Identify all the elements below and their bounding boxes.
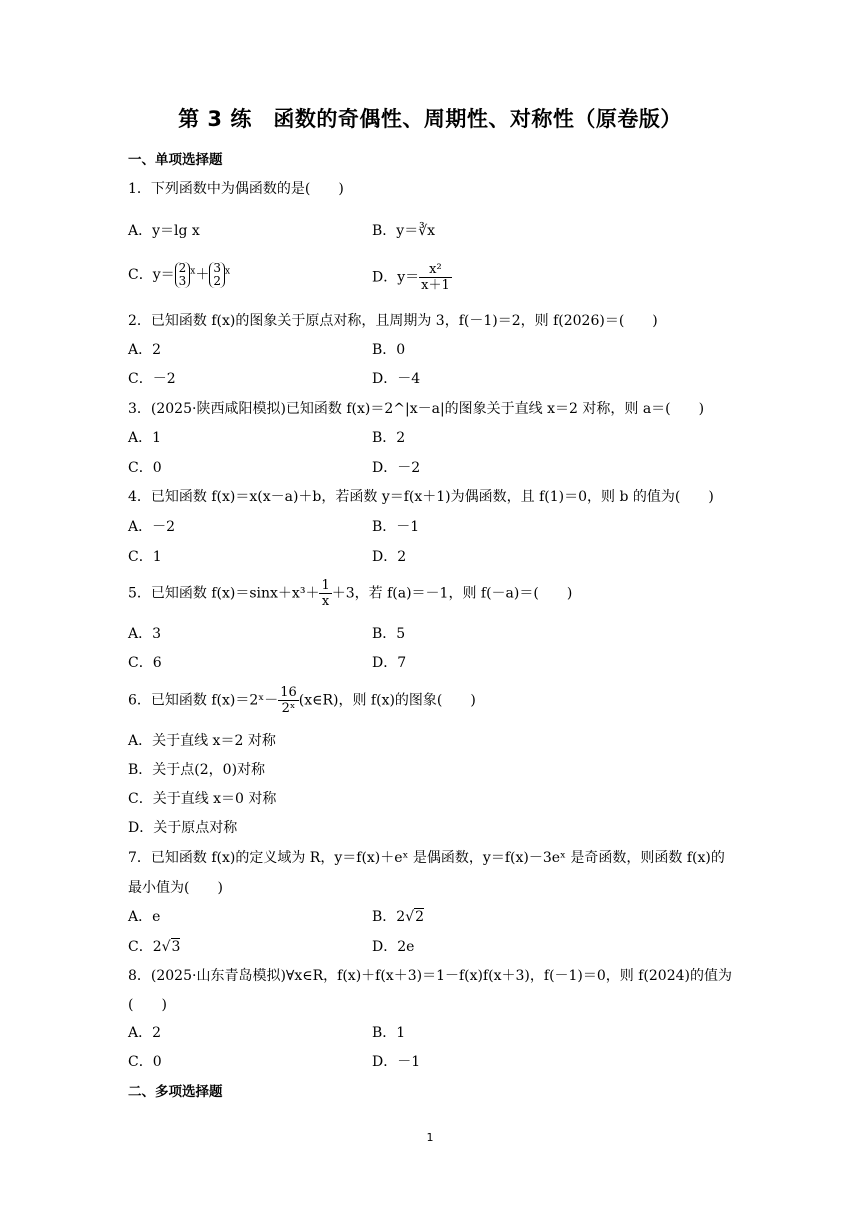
sqrt-symbol: √ xyxy=(161,939,171,955)
fraction-one-over-x: $\frac{1}{x}$ xyxy=(321,578,330,609)
option-d-label: D．y＝ xyxy=(372,269,420,286)
question-1-stem: 1．下列函数中为偶函数的是( ) xyxy=(128,181,344,197)
option-b-label: B．2 xyxy=(372,909,406,925)
option-c-label: C．y＝ xyxy=(128,267,175,283)
fraction-two-thirds: 2 3 xyxy=(175,262,191,288)
question-5-stem-prefix: 5．已知函数 f(x)＝sinx＋x³＋ xyxy=(128,585,320,602)
question-5-option-a: A．3 xyxy=(128,626,162,642)
page-number: 1 xyxy=(426,1131,434,1144)
question-3-option-c: C．0 xyxy=(128,460,162,476)
question-1-option-a: A．y＝lg x xyxy=(128,223,200,239)
page-title: 第 3 练 函数的奇偶性、周期性、对称性（原卷版） xyxy=(178,107,682,131)
question-6-stem-suffix: (x∈R)，则 f(x)的图象( ) xyxy=(298,692,476,709)
fraction-16-over-2x: $\frac{16}{\text{2ˣ}}$ xyxy=(280,685,297,716)
question-7-option-a: A．e xyxy=(128,909,161,925)
question-2-stem: 2．已知函数 f(x)的图象关于原点对称，且周期为 3，f(－1)＝2，则 f(2026)＝( ) xyxy=(128,313,658,329)
question-5-stem-suffix: ＋3，若 f(a)＝－1，则 f(－a)＝( ) xyxy=(331,585,573,602)
question-1-option-b: B．y＝∛x xyxy=(372,223,436,239)
question-3-option-d: D．－2 xyxy=(372,460,421,476)
question-1-option-d xyxy=(372,262,452,293)
question-6-option-d: D．关于原点对称 xyxy=(128,820,238,836)
question-8-stem-line-1: 8．(2025·山东青岛模拟)∀x∈R，f(x)＋f(x＋3)＝1－f(x)f(x＋3)，f(－1)＝0，则 f(2024)的值为 xyxy=(128,968,732,984)
section-heading-single-choice: 一、单项选择题 xyxy=(128,152,223,168)
question-3-stem: 3．(2025·陕西咸阳模拟)已知函数 f(x)＝2^|x－a|的图象关于直线 x＝2 对称，则 a＝( ) xyxy=(128,401,705,417)
question-7-option-b xyxy=(372,908,424,926)
question-5-option-d: D．7 xyxy=(372,655,407,671)
question-3-option-a: A．1 xyxy=(128,430,162,446)
question-6-stem-prefix: 6．已知函数 f(x)＝2ˣ－ xyxy=(128,692,279,709)
question-1-option-c xyxy=(128,262,230,288)
question-5-option-c: C．6 xyxy=(128,655,162,671)
plus-sign: ＋ xyxy=(195,267,210,283)
question-4-stem: 4．已知函数 f(x)＝x(x－a)＋b，若函数 y＝f(x＋1)为偶函数，且 f(1)＝0，则 b 的值为( ) xyxy=(128,489,714,505)
question-8-option-a: A．2 xyxy=(128,1025,162,1041)
question-6-stem xyxy=(128,685,476,716)
section-heading-multiple-choice: 二、多项选择题 xyxy=(128,1084,223,1100)
question-2-option-c: C．－2 xyxy=(128,371,176,387)
question-6-option-a: A．关于直线 x＝2 对称 xyxy=(128,733,276,749)
radicand: 2 xyxy=(415,909,425,925)
question-7-option-d: D．2e xyxy=(372,939,415,955)
question-6-option-b: B．关于点(2，0)对称 xyxy=(128,762,266,778)
question-8-option-b: B．1 xyxy=(372,1025,406,1041)
fraction-three-halves: 3 2 xyxy=(209,262,225,288)
question-4-option-b: B．－1 xyxy=(372,519,420,535)
question-8-stem-line-2: ( ) xyxy=(128,997,167,1013)
question-7-option-c xyxy=(128,938,180,956)
question-5-option-b: B．5 xyxy=(372,626,406,642)
question-2-option-a: A．2 xyxy=(128,342,162,358)
question-8-option-d: D．－1 xyxy=(372,1054,421,1070)
question-7-stem-line-2: 最小值为( ) xyxy=(128,880,223,896)
exponent: x xyxy=(190,266,196,277)
question-8-option-c: C．0 xyxy=(128,1054,162,1070)
question-4-option-d: D．2 xyxy=(372,549,407,565)
question-3-option-b: B．2 xyxy=(372,430,406,446)
question-6-option-c: C．关于直线 x＝0 对称 xyxy=(128,791,277,807)
exponent: x xyxy=(224,266,231,277)
option-c-label: C．2 xyxy=(128,939,162,955)
radicand: 3 xyxy=(171,939,181,955)
question-7-stem-line-1: 7．已知函数 f(x)的定义域为 R，y＝f(x)＋eˣ 是偶函数，y＝f(x)－3eˣ 是奇函数，则函数 f(x)的 xyxy=(128,850,725,866)
question-5-stem xyxy=(128,578,572,609)
question-4-option-a: A．－2 xyxy=(128,519,176,535)
question-2-option-d: D．－4 xyxy=(372,371,421,387)
question-2-option-b: B．0 xyxy=(372,342,406,358)
fraction-x-squared-over-x-plus-1: $\frac{\text{x²}}{x+1}$ xyxy=(421,262,450,293)
sqrt-symbol: √ xyxy=(405,909,415,925)
question-4-option-c: C．1 xyxy=(128,549,162,565)
